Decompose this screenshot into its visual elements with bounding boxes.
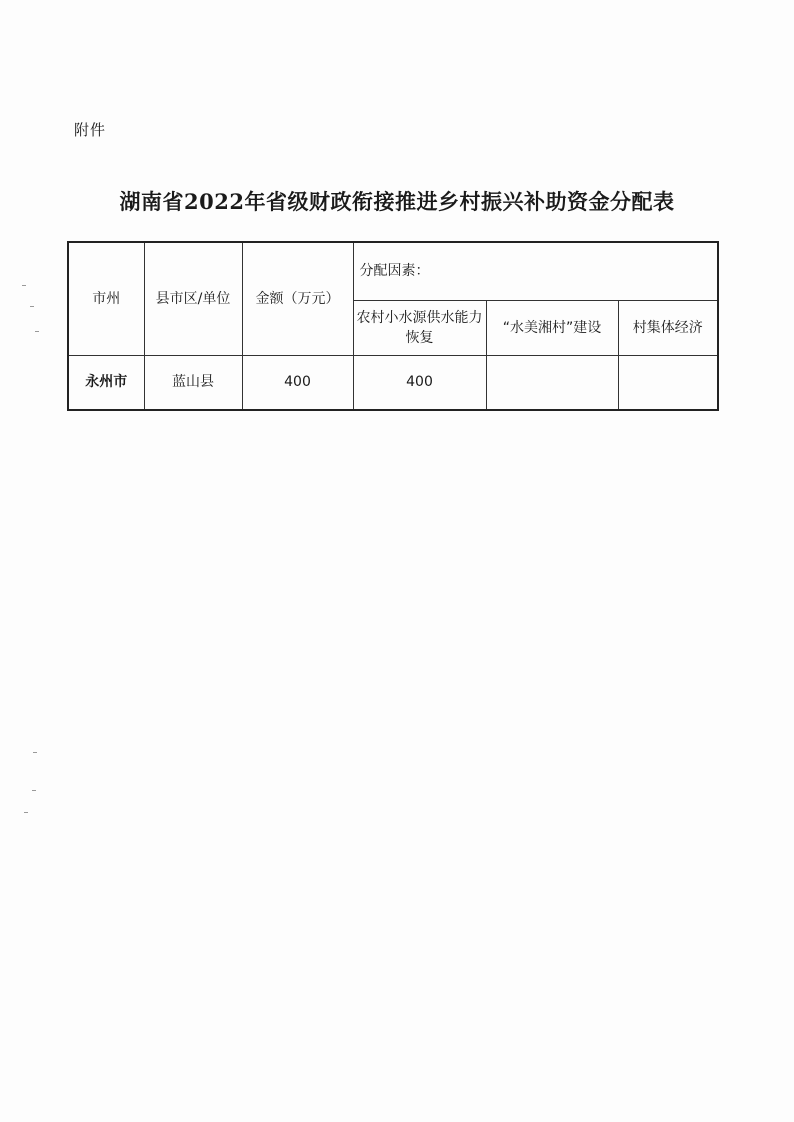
allocation-table xyxy=(67,241,719,411)
header-factor-collective-economy: 村集体经济 xyxy=(618,300,718,355)
cell-factor-water-supply: 400 xyxy=(353,355,486,410)
cell-city: 永州市 xyxy=(68,355,144,410)
scan-speck xyxy=(22,285,26,286)
scan-speck xyxy=(33,752,37,753)
scan-speck xyxy=(24,812,28,813)
attachment-label: 附件 xyxy=(74,121,107,139)
table-row xyxy=(68,355,718,410)
header-factor-water-supply: 农村小水源供水能力恢复 xyxy=(353,300,486,355)
header-city: 市州 xyxy=(68,242,144,355)
header-amount: 金额（万元） xyxy=(242,242,353,355)
header-factor-beautiful-village: “水美湘村”建设 xyxy=(486,300,618,355)
scan-speck xyxy=(30,306,34,307)
scan-speck xyxy=(35,331,39,332)
cell-amount: 400 xyxy=(242,355,353,410)
scan-speck xyxy=(32,790,36,791)
cell-county: 蓝山县 xyxy=(144,355,242,410)
cell-factor-beautiful-village xyxy=(486,355,618,410)
header-row-1 xyxy=(68,242,718,300)
header-county: 县市区/单位 xyxy=(144,242,242,355)
header-allocation-factors: 分配因素： xyxy=(353,242,718,300)
cell-factor-collective-economy xyxy=(618,355,718,410)
document-title: 湖南省2022年省级财政衔接推进乡村振兴补助资金分配表 xyxy=(119,189,675,214)
